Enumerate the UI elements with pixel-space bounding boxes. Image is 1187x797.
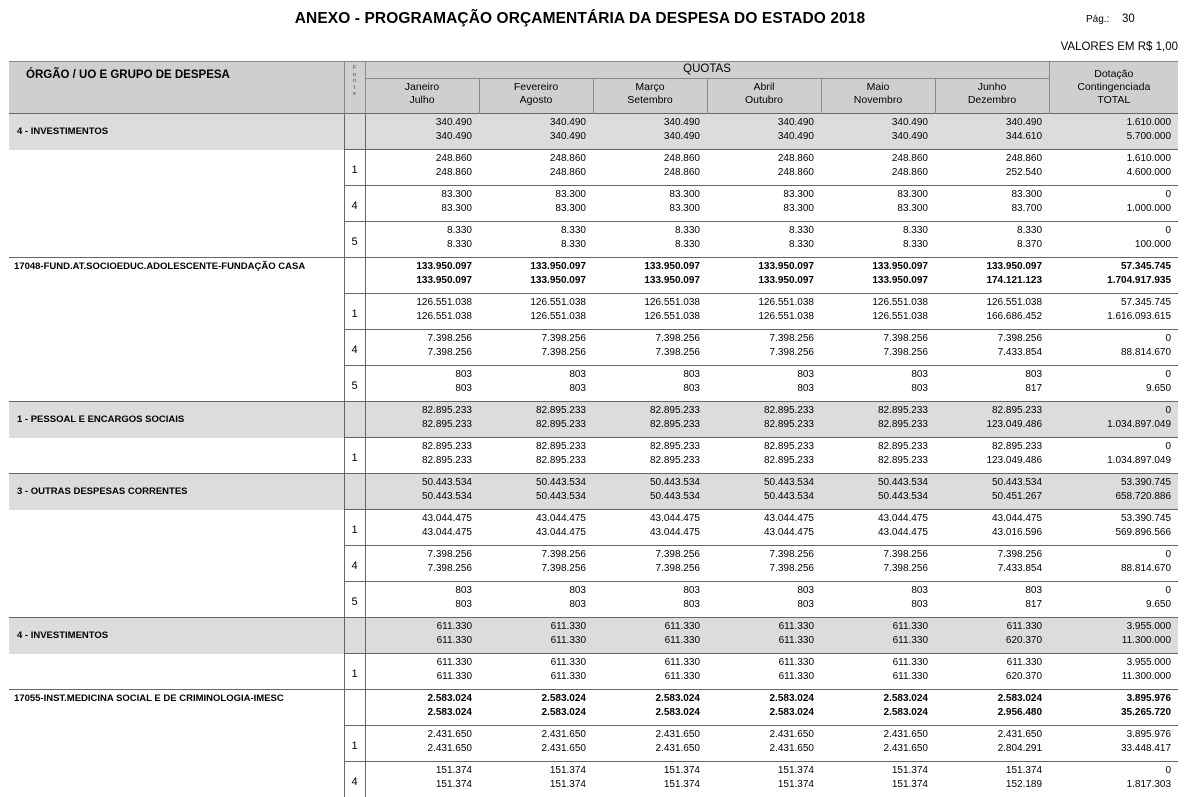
value-cell: 43.044.475 43.044.475 [821,510,935,546]
value-cell: 7.398.256 7.398.256 [821,546,935,582]
row-label [9,510,344,546]
value-cell: 3.955.000 11.300.000 [1049,618,1178,654]
table-row [9,546,1178,582]
row-fonte: 4 [344,330,365,366]
value-cell: 611.330 611.330 [593,654,707,690]
row-label [9,582,344,618]
row-label [9,654,344,690]
row-fonte: 4 [344,186,365,222]
value-cell: 803 803 [821,366,935,402]
value-cell: 611.330 611.330 [365,618,479,654]
value-cell: 8.330 8.330 [479,222,593,258]
value-cell: 82.895.233 82.895.233 [707,402,821,438]
value-cell: 2.583.024 2.583.024 [707,690,821,726]
value-cell: 803 803 [593,366,707,402]
value-cell: 83.300 83.300 [479,186,593,222]
value-cell: 43.044.475 43.016.596 [935,510,1049,546]
value-cell: 340.490 340.490 [707,114,821,150]
value-cell: 3.895.976 33.448.417 [1049,726,1178,762]
value-cell: 7.398.256 7.398.256 [593,546,707,582]
value-cell: 803 803 [365,366,479,402]
row-fonte [344,114,365,150]
value-cell: 43.044.475 43.044.475 [365,510,479,546]
value-cell: 43.044.475 43.044.475 [707,510,821,546]
value-cell: 611.330 611.330 [479,654,593,690]
value-cell: 2.583.024 2.583.024 [593,690,707,726]
page-label: Pág.: [1086,14,1109,25]
value-cell: 248.860 248.860 [479,150,593,186]
row-label [9,186,344,222]
value-cell: 8.330 8.330 [365,222,479,258]
value-cell: 133.950.097 133.950.097 [707,258,821,294]
value-cell: 82.895.233 82.895.233 [821,438,935,474]
header-fonte: F o n t e [344,62,365,114]
value-cell: 82.895.233 82.895.233 [479,438,593,474]
table-row [9,222,1178,258]
value-cell: 7.398.256 7.398.256 [821,330,935,366]
value-cell: 82.895.233 82.895.233 [365,438,479,474]
value-cell: 83.300 83.300 [365,186,479,222]
value-cell: 611.330 620.370 [935,618,1049,654]
value-cell: 7.398.256 7.398.256 [707,546,821,582]
value-cell: 611.330 611.330 [707,618,821,654]
value-cell: 2.583.024 2.583.024 [821,690,935,726]
header-month-0: Janeiro Julho [365,78,479,113]
row-fonte [344,690,365,726]
value-cell: 803 817 [935,582,1049,618]
row-fonte: 1 [344,654,365,690]
row-label [9,762,344,797]
table-row [9,582,1178,618]
value-cell: 611.330 620.370 [935,654,1049,690]
table-row [9,618,1178,654]
value-cell: 83.300 83.700 [935,186,1049,222]
row-label [9,546,344,582]
row-fonte: 1 [344,438,365,474]
table-row [9,366,1178,402]
row-label: 4 - INVESTIMENTOS [9,618,344,654]
value-cell: 126.551.038 126.551.038 [365,294,479,330]
value-cell: 50.443.534 50.443.534 [707,474,821,510]
value-cell: 151.374 152.189 [935,762,1049,797]
value-cell: 340.490 340.490 [479,114,593,150]
value-cell: 803 803 [707,582,821,618]
value-cell: 7.398.256 7.398.256 [365,546,479,582]
row-label [9,150,344,186]
value-cell: 50.443.534 50.443.534 [365,474,479,510]
value-cell: 611.330 611.330 [365,654,479,690]
value-cell: 82.895.233 82.895.233 [593,438,707,474]
value-cell: 0 1.034.897.049 [1049,438,1178,474]
value-cell: 126.551.038 166.686.452 [935,294,1049,330]
row-fonte [344,618,365,654]
row-fonte [344,258,365,294]
value-cell: 82.895.233 123.049.486 [935,438,1049,474]
value-cell: 7.398.256 7.398.256 [593,330,707,366]
row-label [9,726,344,762]
table-row [9,150,1178,186]
value-cell: 340.490 344.610 [935,114,1049,150]
table-row [9,654,1178,690]
value-cell: 248.860 248.860 [707,150,821,186]
value-cell: 0 88.814.670 [1049,546,1178,582]
row-label: 4 - INVESTIMENTOS [9,114,344,150]
row-label: 3 - OUTRAS DESPESAS CORRENTES [9,474,344,510]
value-cell: 8.330 8.330 [707,222,821,258]
row-fonte: 1 [344,726,365,762]
value-cell: 83.300 83.300 [821,186,935,222]
row-label [9,438,344,474]
value-cell: 50.443.534 50.443.534 [821,474,935,510]
value-cell: 133.950.097 133.950.097 [593,258,707,294]
value-cell: 83.300 83.300 [707,186,821,222]
value-cell: 803 817 [935,366,1049,402]
table-row [9,258,1178,294]
value-cell: 0 9.650 [1049,366,1178,402]
value-cell: 151.374 151.374 [707,762,821,797]
value-cell: 2.431.650 2.431.650 [593,726,707,762]
value-cell: 803 803 [479,582,593,618]
row-fonte [344,402,365,438]
value-cell: 133.950.097 133.950.097 [479,258,593,294]
row-label: 1 - PESSOAL E ENCARGOS SOCIAIS [9,402,344,438]
value-cell: 53.390.745 658.720.886 [1049,474,1178,510]
header-month-1: Fevereiro Agosto [479,78,593,113]
value-cell: 151.374 151.374 [593,762,707,797]
value-cell: 2.431.650 2.431.650 [365,726,479,762]
value-cell: 2.431.650 2.431.650 [479,726,593,762]
row-fonte: 4 [344,762,365,797]
header-month-2: Março Setembro [593,78,707,113]
value-cell: 611.330 611.330 [821,654,935,690]
value-cell: 82.895.233 82.895.233 [365,402,479,438]
value-cell: 2.431.650 2.431.650 [707,726,821,762]
value-cell: 248.860 248.860 [365,150,479,186]
row-fonte: 5 [344,222,365,258]
value-cell: 1.610.000 5.700.000 [1049,114,1178,150]
value-cell: 611.330 611.330 [593,618,707,654]
value-cell: 82.895.233 82.895.233 [479,402,593,438]
table-row [9,438,1178,474]
value-cell: 3.895.976 35.265.720 [1049,690,1178,726]
value-cell: 82.895.233 82.895.233 [707,438,821,474]
value-cell: 7.398.256 7.433.854 [935,546,1049,582]
page-number: 30 [1122,13,1135,25]
value-cell: 7.398.256 7.433.854 [935,330,1049,366]
value-cell: 611.330 611.330 [479,618,593,654]
value-cell: 50.443.534 50.451.267 [935,474,1049,510]
units-note: VALORES EM R$ 1,00 [1061,41,1178,53]
table-row [9,330,1178,366]
value-cell: 126.551.038 126.551.038 [593,294,707,330]
value-cell: 133.950.097 174.121.123 [935,258,1049,294]
value-cell: 57.345.745 1.616.093.615 [1049,294,1178,330]
row-fonte: 5 [344,366,365,402]
value-cell: 82.895.233 123.049.486 [935,402,1049,438]
table-row [9,474,1178,510]
value-cell: 133.950.097 133.950.097 [821,258,935,294]
header-month-3: Abril Outubro [707,78,821,113]
table-row [9,726,1178,762]
value-cell: 7.398.256 7.398.256 [707,330,821,366]
row-label [9,330,344,366]
value-cell: 8.330 8.370 [935,222,1049,258]
value-cell: 50.443.534 50.443.534 [479,474,593,510]
value-cell: 0 1.000.000 [1049,186,1178,222]
row-label [9,222,344,258]
value-cell: 126.551.038 126.551.038 [821,294,935,330]
value-cell: 126.551.038 126.551.038 [479,294,593,330]
header-orgao: ÓRGÃO / UO E GRUPO DE DESPESA [9,62,344,114]
value-cell: 803 803 [593,582,707,618]
value-cell: 340.490 340.490 [365,114,479,150]
value-cell: 7.398.256 7.398.256 [479,546,593,582]
value-cell: 0 1.034.897.049 [1049,402,1178,438]
header-total: Dotação Contingenciada TOTAL [1049,62,1178,114]
value-cell: 7.398.256 7.398.256 [479,330,593,366]
value-cell: 803 803 [707,366,821,402]
value-cell: 8.330 8.330 [821,222,935,258]
header-month-5: Junho Dezembro [935,78,1049,113]
row-label [9,294,344,330]
value-cell: 151.374 151.374 [479,762,593,797]
value-cell: 2.583.024 2.583.024 [365,690,479,726]
value-cell: 248.860 248.860 [593,150,707,186]
header-quotas: QUOTAS [365,62,1049,79]
value-cell: 0 9.650 [1049,582,1178,618]
report-title: ANEXO - PROGRAMAÇÃO ORÇAMENTÁRIA DA DESPESA DO ESTADO 2018 [0,10,1160,28]
row-fonte: 1 [344,294,365,330]
value-cell: 0 1.817.303 [1049,762,1178,797]
value-cell: 248.860 252.540 [935,150,1049,186]
value-cell: 248.860 248.860 [821,150,935,186]
value-cell: 611.330 611.330 [707,654,821,690]
value-cell: 151.374 151.374 [365,762,479,797]
row-fonte: 1 [344,150,365,186]
value-cell: 0 100.000 [1049,222,1178,258]
budget-table [9,61,1178,797]
value-cell: 43.044.475 43.044.475 [593,510,707,546]
value-cell: 82.895.233 82.895.233 [821,402,935,438]
table-row [9,402,1178,438]
row-fonte [344,474,365,510]
table-row [9,186,1178,222]
value-cell: 803 803 [821,582,935,618]
row-label: 17055-INST.MEDICINA SOCIAL E DE CRIMINOLOGIA-IMESC [9,690,344,726]
table-row [9,114,1178,150]
value-cell: 7.398.256 7.398.256 [365,330,479,366]
value-cell: 3.955.000 11.300.000 [1049,654,1178,690]
value-cell: 803 803 [365,582,479,618]
value-cell: 803 803 [479,366,593,402]
row-fonte: 5 [344,582,365,618]
value-cell: 83.300 83.300 [593,186,707,222]
value-cell: 133.950.097 133.950.097 [365,258,479,294]
table-row [9,294,1178,330]
value-cell: 1.610.000 4.600.000 [1049,150,1178,186]
row-label [9,366,344,402]
value-cell: 53.390.745 569.896.566 [1049,510,1178,546]
value-cell: 82.895.233 82.895.233 [593,402,707,438]
header-month-4: Maio Novembro [821,78,935,113]
value-cell: 611.330 611.330 [821,618,935,654]
table-row [9,690,1178,726]
row-fonte: 1 [344,510,365,546]
value-cell: 2.583.024 2.956.480 [935,690,1049,726]
value-cell: 0 88.814.670 [1049,330,1178,366]
value-cell: 340.490 340.490 [593,114,707,150]
value-cell: 2.431.650 2.804.291 [935,726,1049,762]
value-cell: 126.551.038 126.551.038 [707,294,821,330]
table-row [9,762,1178,797]
value-cell: 2.583.024 2.583.024 [479,690,593,726]
table-row [9,510,1178,546]
value-cell: 151.374 151.374 [821,762,935,797]
row-label: 17048-FUND.AT.SOCIOEDUC.ADOLESCENTE-FUNDAÇÃO CASA [9,258,344,294]
value-cell: 43.044.475 43.044.475 [479,510,593,546]
value-cell: 8.330 8.330 [593,222,707,258]
row-fonte: 4 [344,546,365,582]
value-cell: 57.345.745 1.704.917.935 [1049,258,1178,294]
value-cell: 50.443.534 50.443.534 [593,474,707,510]
value-cell: 2.431.650 2.431.650 [821,726,935,762]
value-cell: 340.490 340.490 [821,114,935,150]
